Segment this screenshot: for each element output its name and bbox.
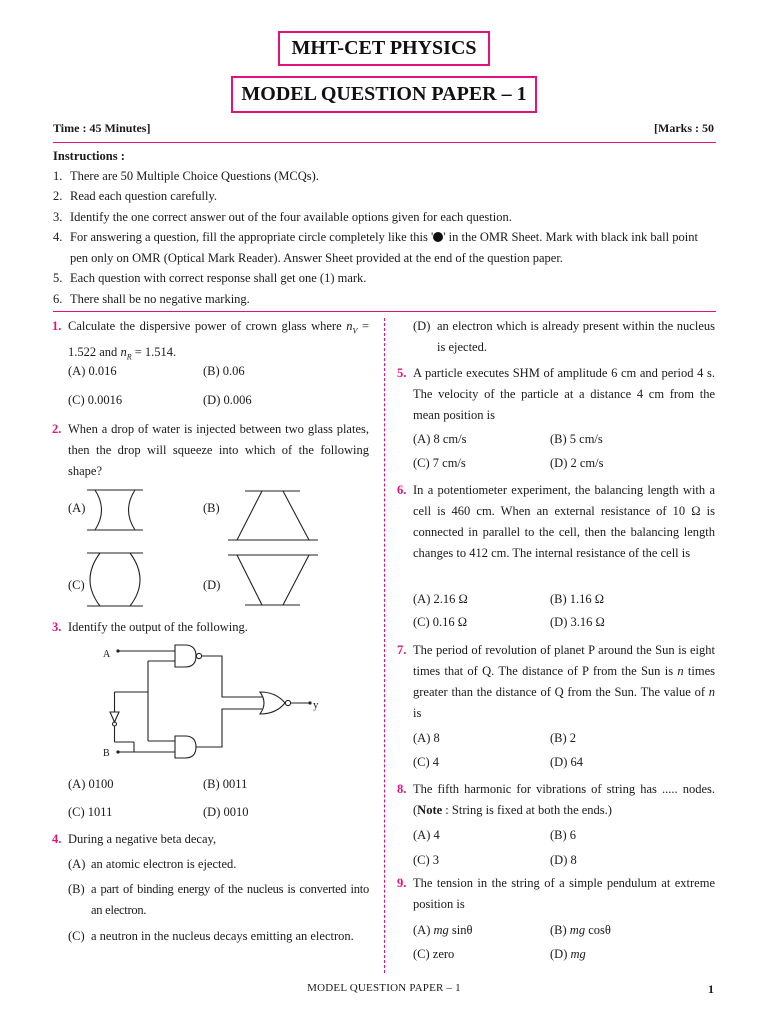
option-a: (A) mg sinθ [413,923,473,937]
option-b: (B) [203,501,220,515]
paper-title: MODEL QUESTION PAPER – 1 [231,76,537,113]
option-a: (A) 2.16 Ω [413,592,468,606]
option-c: (C) 4 [413,755,440,769]
instructions-heading: Instructions : [53,149,125,163]
option-d: (D) [203,578,221,592]
option-c-key: (C) [68,929,85,943]
option-b: (B) 6 [550,828,577,842]
option-d: (D) 3.16 Ω [550,615,605,629]
circuit-wires [115,649,312,753]
time-label: Time : 45 Minutes] [53,121,151,135]
option-d: (D) 8 [550,853,577,867]
input-label-b: B [103,748,110,759]
option-a: (A) 0100 [68,777,114,791]
option-c: (C) 3 [413,853,440,867]
question-number: 3. [52,620,62,634]
instruction-item: 3. Identify the one correct answer out of the four available options given for each question. [53,210,512,224]
not-gate [110,712,119,726]
option-d: (D) 0010 [203,805,249,819]
option-b: (B) 0.06 [203,364,245,378]
option-d: (D) 64 [550,755,583,769]
option-b-text: a part of binding energy of the nucleus is converted into an electron. [91,882,369,917]
question-1-text: Calculate the dispersive power of crown glass where $n_V = 1.522$ and $n_R = 1.514$. [68,319,369,361]
question-9-text: The tension in the string of a simple pendulum at extreme position is [413,876,715,911]
question-number: 6. [397,483,407,497]
option-c: (C) [68,578,85,592]
question-number: 9. [397,876,407,890]
question-number: 2. [52,422,62,436]
input-label-a: A [103,649,111,660]
option-c: (C) 1011 [68,805,113,819]
question-number: 4. [52,832,62,846]
nor-gate [260,692,291,714]
question-number: 7. [397,643,407,657]
subject-title: MHT-CET PHYSICS [278,31,490,66]
option-d-key: (D) [413,319,431,333]
instruction-item: 5. Each question with correct response shall get one (1) mark. [53,271,367,285]
page-number: 1 [708,982,714,996]
question-6-text: In a potentiometer experiment, the balancing length with a cell is 460 cm. When an external resistance of 10 Ω is connected in parallel to the cell, then the balancing length changes to 412 cm. The internal resistance of the cell is [413,483,715,560]
and-gate [175,736,196,758]
option-d-text: an electron which is already present within the nucleus is ejected. [437,319,715,354]
question-number: 8. [397,782,407,796]
marks-label: [Marks : 50 [654,121,714,135]
option-b: (B) 2 [550,731,577,745]
option-a: (A) [68,501,86,515]
question-5-text: A particle executes SHM of amplitude 6 cm and period 4 s. The velocity of the particle at a distance 4 cm from the mean position is [413,366,715,422]
instruction-item: 6. There shall be no negative marking. [53,292,250,306]
question-number: 5. [397,366,407,380]
option-a-key: (A) [68,857,86,871]
question-number: 1. [52,319,62,333]
output-label-y: y [313,699,319,711]
option-c-text: a neutron in the nucleus decays emitting an electron. [91,929,354,943]
option-d: (D) mg [550,947,586,961]
question-7-text: The period of revolution of planet P around the Sun is eight times that of Q. The distance of P from the Sun is n times greater than the distance of Q from the Sun. The value of n is [413,643,715,720]
option-a-text: an atomic electron is ejected. [91,857,237,871]
option-a: (A) 8 cm/s [413,432,467,446]
option-d: (D) 2 cm/s [550,456,604,470]
option-c: (C) zero [413,947,455,961]
instruction-item: 2. Read each question carefully. [53,189,218,203]
option-c: (C) 0.16 Ω [413,615,468,629]
question-2-text: When a drop of water is injected between two glass plates, then the drop will squeeze into which of the following shape? [68,422,369,478]
option-a: (A) 0.016 [68,364,117,378]
option-b: (B) 0011 [203,777,248,791]
option-b-key: (B) [68,882,85,896]
footer-title: MODEL QUESTION PAPER – 1 [307,982,461,994]
option-d: (D) 0.006 [203,393,252,407]
option-a: (A) 8 [413,731,440,745]
question-8-text: The fifth harmonic for vibrations of string has ..... nodes. (Note : String is fixed at both the ends.) [413,782,715,817]
option-c: (C) 0.0016 [68,393,123,407]
question-4-text: During a negative beta decay, [68,832,217,846]
option-a: (A) 4 [413,828,440,842]
option-b: (B) mg cosθ [550,923,611,937]
option-b: (B) 5 cm/s [550,432,603,446]
instruction-item: 1. There are 50 Multiple Choice Questions (MCQs). [53,169,319,183]
instruction-item: 4. For answering a question, fill the appropriate circle completely like this ' ' in the OMR Sheet. Mark with black ink ball point pen only on OMR (Optical Mark Reader). Answer Sheet provided at the end of the question paper. [53,230,698,265]
nand-gate [175,645,202,667]
option-c: (C) 7 cm/s [413,456,466,470]
question-3-text: Identify the output of the following. [68,620,248,634]
option-b: (B) 1.16 Ω [550,592,605,606]
